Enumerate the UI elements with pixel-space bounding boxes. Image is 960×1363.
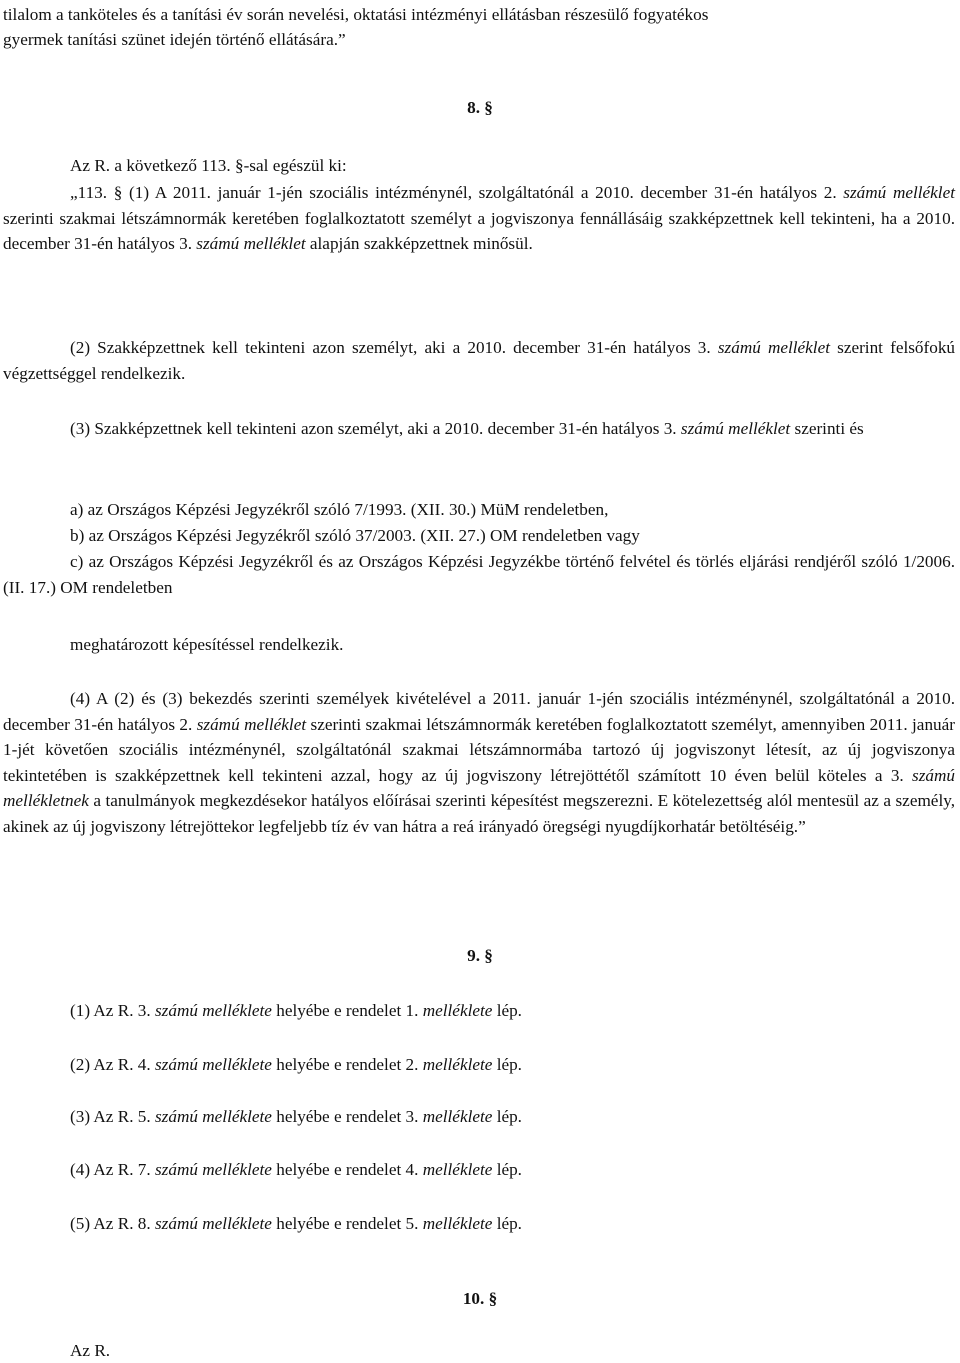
intro-line-1: tilalom a tanköteles és a tanítási év során nevelési, oktatási intézményi ellátásban részesülő fogyatékos <box>3 5 709 24</box>
section-8-closing: meghatározott képesítéssel rendelkezik. <box>70 635 344 654</box>
list-item-b: b) az Országos Képzési Jegyzékről szóló 37/2003. (XII. 27.) OM rendeletben vagy <box>70 526 640 545</box>
section-8-heading: 8. § <box>467 98 493 117</box>
section-8-lead: Az R. a következő 113. §-sal egészül ki: <box>70 156 347 175</box>
section-8-paragraph-4: (4) A (2) és (3) bekezdés szerinti személyek kivételével a 2011. január 1-jén szociális intézménynél, szolgáltatónál a 2010. december 31-én hatályos 2. számú melléklet szerinti szakmai létszámnormák keretében foglalkoztatott személyt, amennyiben 2011. január 1-jét követően szociális intézménynél, szolgáltatónál szakmai létszámnormába tartozó új jogviszonyt létesít, az új jogviszonya tekintetében is szakképzettnek kell tekinteni azzal, hogy az új jogviszony létrejöttétől számított 10 éven belül köteles a 3. számú mellékletnek a tanulmányok megkezdésekor hatályos előírásai szerinti képesítést megszerezni. E kötelezettség alól mentesül az a személy, akinek az új jogviszony létrejöttekor legfeljebb tíz év van hátra a reá irányadó öregségi nyugdíjkorhatár betöltéséig.” <box>3 689 955 836</box>
section-9-item-5: (5) Az R. 8. számú melléklete helyébe e rendelet 5. melléklete lép. <box>70 1214 522 1233</box>
section-10-lead: Az R. <box>70 1341 111 1360</box>
section-8-paragraph-2: (2) Szakképzettnek kell tekinteni azon személyt, aki a 2010. december 31-én hatályos 3. számú melléklet szerint felsőfokú végzettséggel rendelkezik. <box>3 338 956 383</box>
section-9-item-3: (3) Az R. 5. számú melléklete helyébe e rendelet 3. melléklete lép. <box>70 1107 522 1126</box>
section-8-paragraph-3: (3) Szakképzettnek kell tekinteni azon személyt, aki a 2010. december 31-én hatályos 3. számú melléklet szerinti és <box>70 419 864 438</box>
section-9-item-4: (4) Az R. 7. számú melléklete helyébe e rendelet 4. melléklete lép. <box>70 1160 522 1179</box>
list-item-c: c) az Országos Képzési Jegyzékről és az Országos Képzési Jegyzékbe történő felvétel és törlés eljárási rendjéről szóló 1/2006. (II. 17.) OM rendeletben <box>3 552 955 597</box>
intro-line-2: gyermek tanítási szünet idején történő ellátására.” <box>3 30 346 49</box>
section-9-item-2: (2) Az R. 4. számú melléklete helyébe e rendelet 2. melléklete lép. <box>70 1055 522 1074</box>
section-10-heading: 10. § <box>462 1289 498 1308</box>
section-9-heading: 9. § <box>467 946 493 965</box>
section-8-paragraph-1: „113. § (1) A 2011. január 1-jén szociális intézménynél, szolgáltatónál a 2010. december 31-én hatályos 2. számú melléklet szerinti szakmai létszámnormák keretében foglalkoztatott személyt a jogviszonya fennállásáig szakképzettnek kell tekinteni, ha a 2010. december 31-én hatályos 3. számú melléklet alapján szakképzettnek minősül. <box>3 183 955 253</box>
list-item-a: a) az Országos Képzési Jegyzékről szóló 7/1993. (XII. 30.) MüM rendeletben, <box>70 500 609 519</box>
section-9-item-1: (1) Az R. 3. számú melléklete helyébe e rendelet 1. melléklete lép. <box>70 1001 522 1020</box>
